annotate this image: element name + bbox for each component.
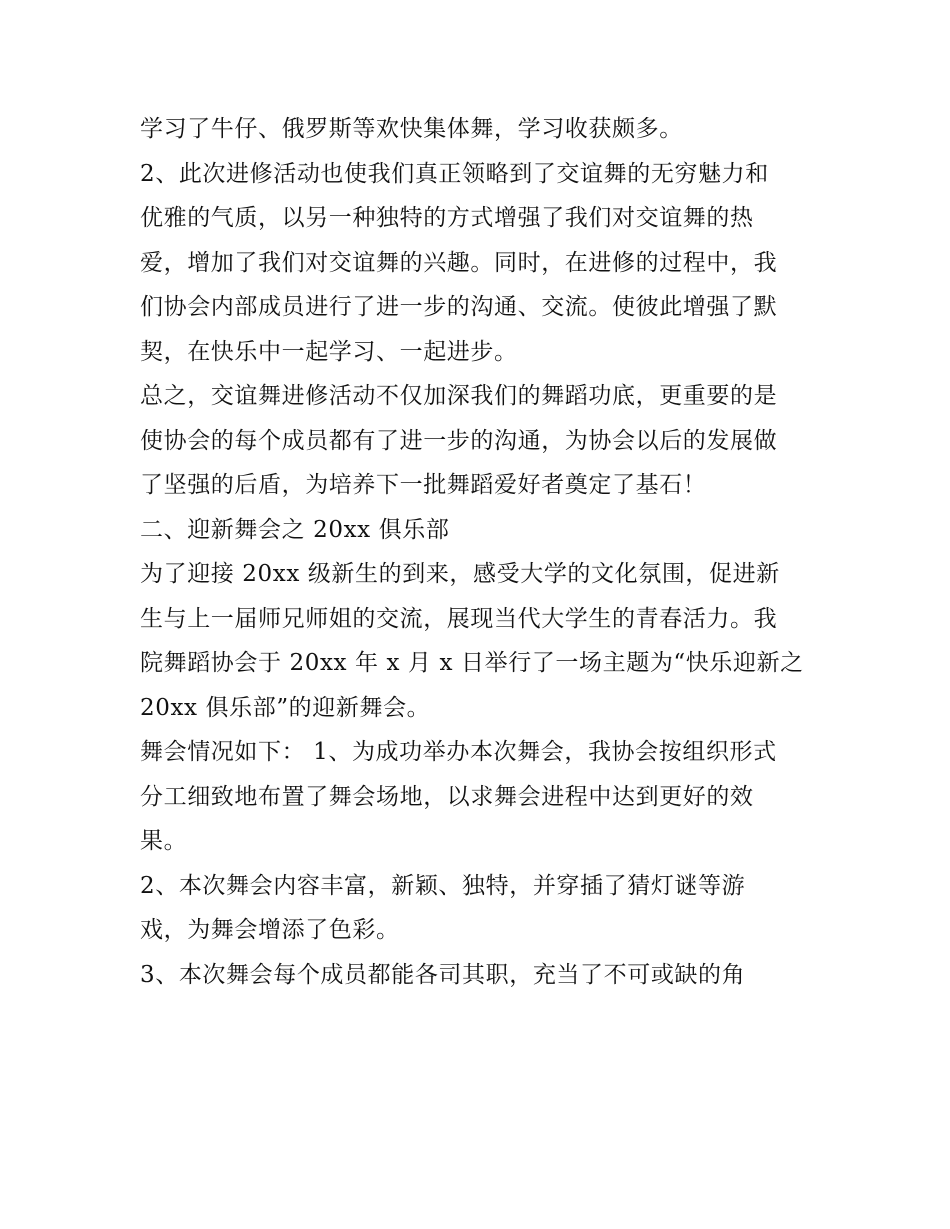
text-line: 们协会内部成员进行了进一步的沟通、交流。使彼此增强了默 [140,294,778,320]
text-line: 契，在快乐中一起学习、一起进步。 [140,338,518,365]
document-body [140,107,820,997]
text-line: 学习了牛仔、俄罗斯等欢快集体舞，学习收获颇多。 [140,116,683,142]
text-line: 院舞蹈协会于 20xx 年 x 月 x 日举行了一场主题为“快乐迎新之 [140,650,804,676]
text-line: 为了迎接 20xx 级新生的到来，感受大学的文化氛围，促进新 [140,561,780,587]
text-line: 爱，增加了我们对交谊舞的兴趣。同时，在进修的过程中，我 [140,249,778,276]
text-line: 了坚强的后盾，为培养下一批舞蹈爱好者奠定了基石！ [140,472,707,498]
text-line: 总之，交谊舞进修活动不仅加深我们的舞蹈功底，更重要的是 [140,383,778,409]
text-line: 果。 [140,828,188,854]
text-line: 优雅的气质，以另一种独特的方式增强了我们对交谊舞的热 [140,205,754,231]
text-line: 舞会情况如下： 1、为成功举办本次舞会，我协会按组织形式 [140,739,777,765]
text-line: 20xx 俱乐部”的迎新舞会。 [140,694,431,721]
text-line: 戏，为舞会增添了色彩。 [140,917,400,943]
text-line: 2、本次舞会内容丰富，新颖、独特，并穿插了猜灯谜等游 [140,872,746,899]
text-line: 生与上一届师兄师姐的交流，展现当代大学生的青春活力。我 [140,605,778,632]
text-line: 使协会的每个成员都有了进一步的沟通，为协会以后的发展做 [140,427,778,454]
text-line: 3、本次舞会每个成员都能各司其职，充当了不可或缺的角 [140,961,746,988]
text-line: 分工细致地布置了舞会场地，以求舞会进程中达到更好的效 [140,783,754,810]
text-line: 2、此次进修活动也使我们真正领略到了交谊舞的无穷魅力和 [140,160,769,187]
section-heading: 二、迎新舞会之 20xx 俱乐部 [140,516,450,543]
